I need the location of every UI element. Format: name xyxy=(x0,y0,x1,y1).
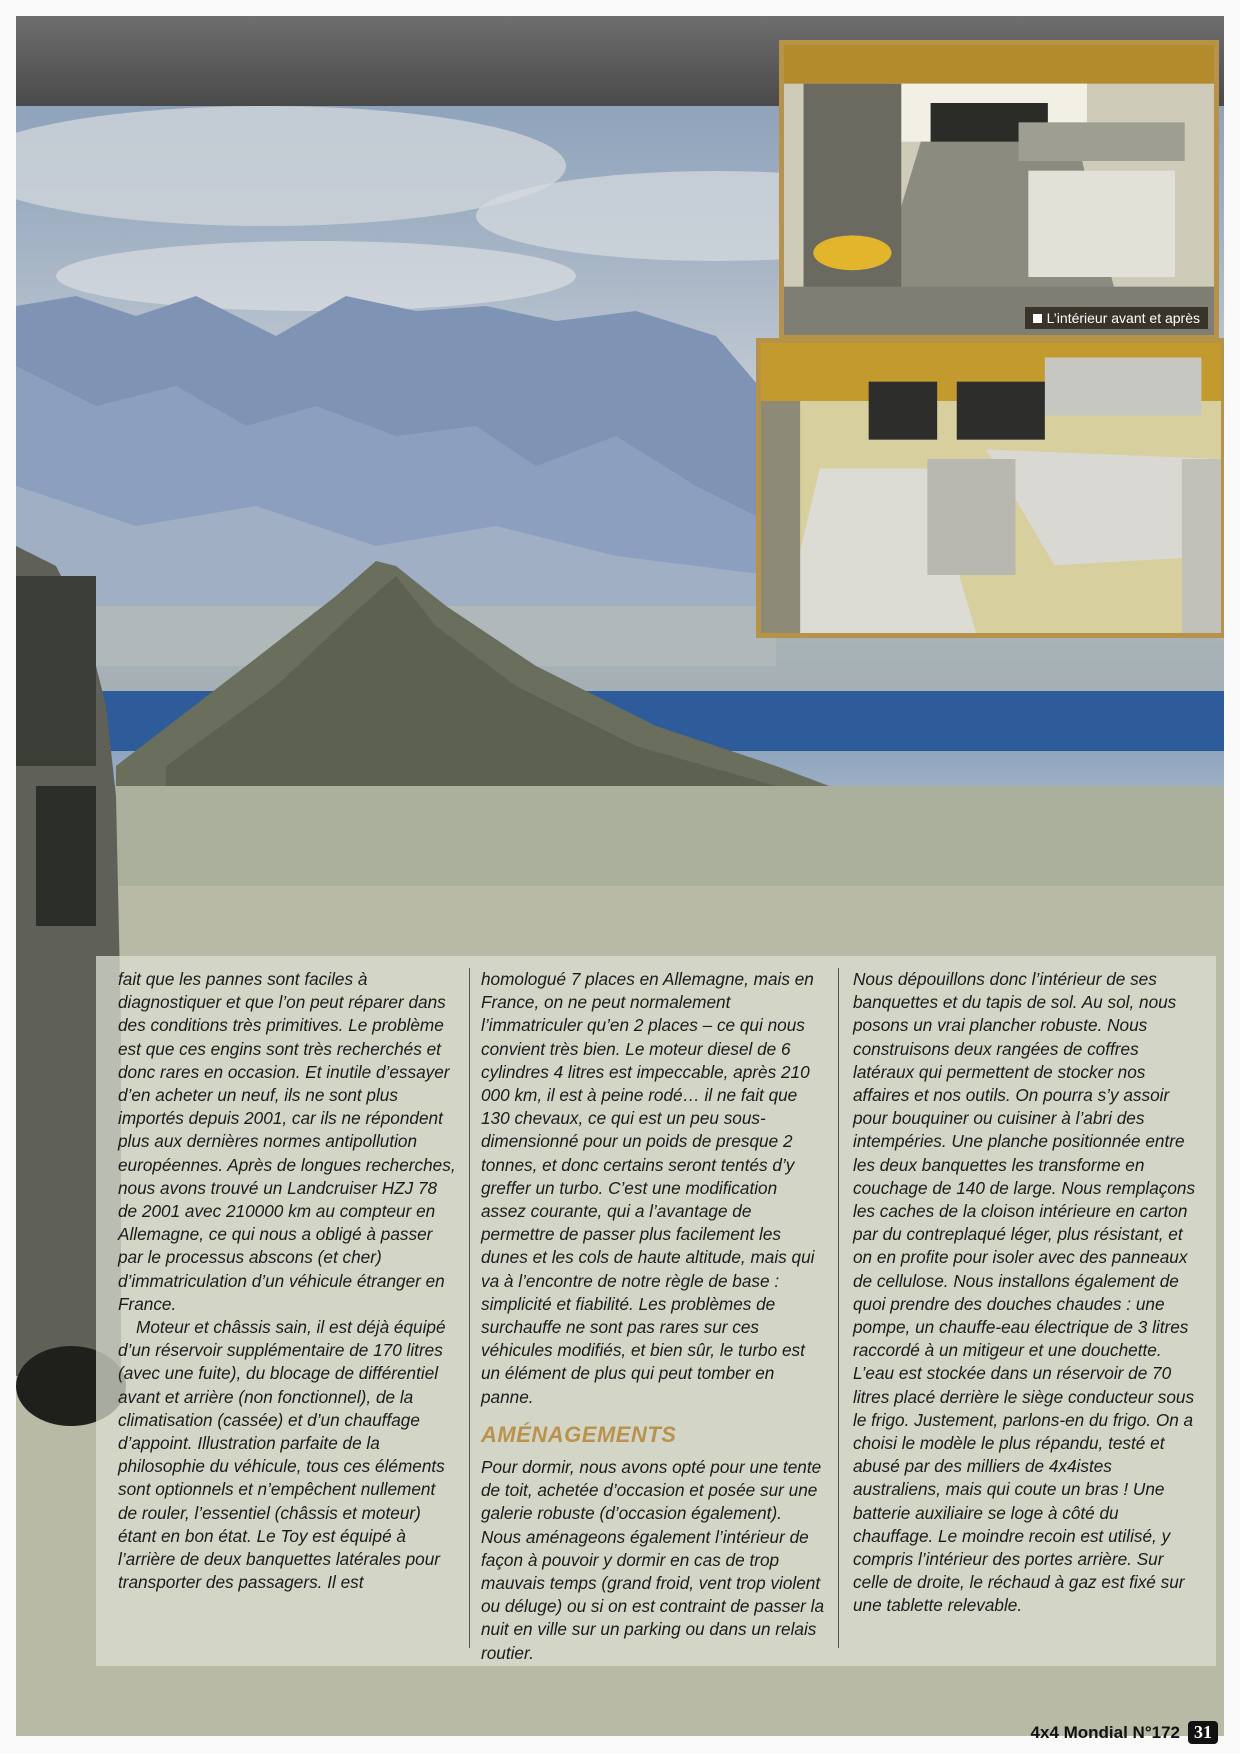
article-text-panel xyxy=(96,956,1216,1666)
col2-paragraph-2: Pour dormir, nous avons opté pour une tente de toit, achetée d’occasion et posée sur une galerie robuste (d’occasion également). Nous aménageons également l’intérieur de façon à pouvoir y dormir en cas de trop mauvais temps (grand froid, vent trop violent ou déluge) ou si on est contraint de passer la nuit en ville sur un parking ou dans un relais routier. xyxy=(481,1457,825,1663)
article-column-2 xyxy=(481,968,826,1665)
col2-paragraph-1: homologué 7 places en Allemagne, mais en France, on ne peut normalement l’immatriculer qu’en 2 places – ce qui nous convient très bien. Le moteur diesel de 6 cylindres 4 litres est impeccable, après 210 000 km, il est à peine rodé… il ne fait que 130 chevaux, ce qui est un peu sous-dimensionné pour un poids de presque 2 tonnes, et donc certains seront tentés d’y greffer un turbo. C’est une modification assez courante, qui a l’avantage de permettre de passer plus facilement les dunes et les cols de haute altitude, mais qui va à l’encontre de notre règle de base : simplicité et fiabilité. Les problèmes de surchauffe ne sont pas rares sur ces véhicules modifiés, et bien sûr, le turbo est un élément de plus qui peut tomber en panne. xyxy=(481,969,815,1407)
interior-before-photo xyxy=(779,40,1219,340)
magazine-page xyxy=(16,16,1224,1736)
column-divider xyxy=(838,968,839,1648)
caption-square-icon xyxy=(1033,314,1042,323)
section-heading-amenagements: AMÉNAGEMENTS xyxy=(481,1421,677,1447)
col1-paragraph-2: Moteur et châssis sain, il est déjà équipé d’un réservoir supplémentaire de 170 litres (avec une fuite), du blocage de différentiel avant et arrière (non fonctionnel), de la climatisation (cassée) et d’un chauffage d’appoint. Illustration parfaite de la philosophie du véhicule, tous ces éléments sont optionnels et n’empêchent nullement de rouler, l’essentiel (châssis et moteur) étant en bon état. Le Toy est équipé à l’arrière de deux banquettes latérales pour transporter des passagers. Il est xyxy=(118,1317,446,1593)
magazine-issue: 4x4 Mondial N°172 xyxy=(1030,1722,1180,1742)
page-footer xyxy=(1031,1721,1218,1744)
article-column-3 xyxy=(853,968,1198,1618)
col3-paragraph: Nous dépouillons donc l’intérieur de ses banquettes et du tapis de sol. Au sol, nous posons un vrai plancher robuste. Nous construisons deux rangées de coffres latéraux qui permettent de stocker nos affaires et nos outils. On pourra s’y assoir pour bouquiner ou cuisiner à l’abri des intempéries. Une planche positionnée entre les deux banquettes les transforme en couchage de 140 de large. Nous remplaçons les caches de la cloison intérieure en carton par du contreplaqué léger, plus résistant, et on en profite pour isoler avec des panneaux de cellulose. Nous installons également de quoi prendre des douches chaudes : une pompe, un chauffe-eau électrique de 3 litres raccordé à un mitigeur et une douchette. L’eau est stockée dans un réservoir de 70 litres placé derrière le siège conducteur sous le frigo. Justement, parlons-en du frigo. On a choisi le modèle le plus répandu, testé et abusé par des milliers de 4x4istes australiens, mais qui coute un bras ! Une batterie auxiliaire se loge à côté du chauffage. Le moindre recoin est utilisé, y compris l’intérieur des portes arrière. Sur celle de droite, le réchaud à gaz est fixé sur une tablette relevable. xyxy=(853,969,1196,1616)
interior-after-illustration xyxy=(761,343,1221,633)
article-column-1 xyxy=(118,968,458,1594)
caption-text: L’intérieur avant et après xyxy=(1046,310,1200,326)
col1-paragraph-1: fait que les pannes sont faciles à diagnostiquer et que l’on peut réparer dans des conditions très primitives. Le problème est que ces engins sont très recherchés et donc rares en occasion. Et inutile d’essayer d’en acheter un neuf, ils ne sont plus importés depuis 2001, car ils ne répondent plus aux dernières normes antipollution européennes. Après de longues recherches, nous avons trouvé un Landcruiser HZJ 78 de 2001 avec 210000 km au compteur en Allemagne, ce qui nous a obligé à passer par le processus abscons (et cher) d’immatriculation d’un véhicule étranger en France. xyxy=(118,969,456,1314)
interior-after-photo xyxy=(756,338,1224,638)
column-divider xyxy=(469,968,470,1648)
page-number: 31 xyxy=(1188,1721,1218,1744)
interior-before-illustration xyxy=(784,45,1214,335)
photo-caption xyxy=(1025,307,1208,329)
